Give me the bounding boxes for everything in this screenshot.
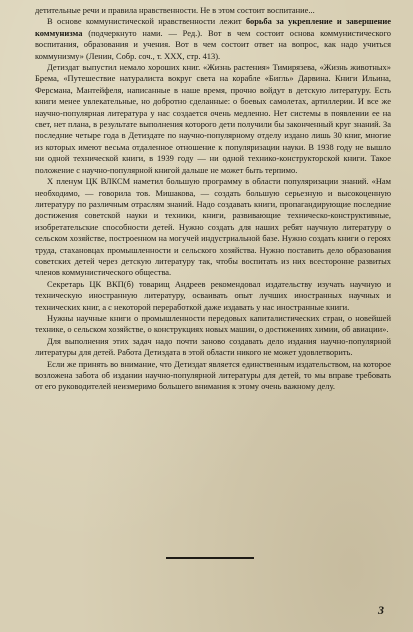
paragraph — [35, 359, 391, 393]
paragraph — [35, 313, 391, 336]
text-run: Детиздат выпустил немало хороших книг. «Жизнь растения» Тимирязева, «Жизнь животных» Брема, «Путешествие натуралиста вокруг света на корабле «Бигль» Дарвина. Книги Ильина, Ферсмана, Мантейфеля, написанные в наше время, прочно войдут в детскую литературу. Есть книги менее увлекательные, но добротно сделанные: о боевых самолетах, артиллерии. И все же научно-популярная литература у нас создается очень медленно. Нет системы в появлении ее на свет, нет плана, в результате выполнения которого дети получили бы законченный круг знаний. За последние четыре года в Детиздате по научно-популярному отделу издано лишь 30 книг, многие из которых имеют весьма отдаленное отношение к популяризации науки. В 1938 году не вышло ни одной технической книги, в 1939 году — ни одной технико-конструкторской книги. Такое положение с научно-популярной книгой дальше не может быть терпимо. — [35, 62, 391, 175]
text-run: Если же принять во внимание, что Детиздат является единственным издательством, на которое возложена забота об издании научно-популярной литературы для детей, то мы вправе требовать от его руководителей неизмеримо большего внимания к этому очень важному делу. — [35, 358, 391, 392]
paragraph — [35, 336, 391, 359]
paragraph — [35, 5, 391, 16]
section-divider — [166, 557, 254, 559]
text-run: В основе коммунистической нравственности лежит — [47, 16, 246, 27]
paragraph — [35, 279, 391, 313]
page-number: 3 — [378, 603, 384, 617]
text-run: Секретарь ЦК ВКП(б) товарищ Андреев рекомендовал издательству изучать научную и техническую иностранную литературу, осваивать опыт лучших иностранных научных и технических книг, а с некоторой переработкой даже издавать у нас иностранные книги. — [35, 278, 391, 312]
page-body-text — [35, 5, 391, 393]
paragraph — [35, 16, 391, 62]
emphasized-text: борьба за укрепление и завершение коммунизма — [35, 16, 392, 38]
text-run: Для выполнения этих задач надо почти заново создавать дело издания научно-популярной литературы для детей. Работа Детиздата в этой области никого не может удовлетворить. — [35, 335, 391, 358]
text-run: детительные речи и правила нравственности. Не в этом состоит воспитание... — [35, 5, 315, 15]
text-run: Нужны научные книги о промышленности передовых капиталистических стран, о новейшей технике, о сельском хозяйстве, о конструкциях новых машин, о достижениях химии, об авиации». — [35, 312, 391, 335]
text-run: (подчеркнуто нами. — Ред.). Вот в чем состоит основа коммунистического воспитания, образования и учения. Вот в чем состоит ответ на вопрос, как надо учиться коммунизму» (Ленин, Собр. соч., т. XXX, стр. 413). — [35, 27, 391, 61]
paragraph — [35, 176, 391, 279]
paragraph — [35, 62, 391, 176]
text-run: Х пленум ЦК ВЛКСМ наметил большую программу в области популяризации знаний. «Нам необходимо, — говорила тов. Мишакова, — создать большую серьезную и высокоценную литературу по различным отраслям знаний. Надо создавать книги, пропагандирующие последние достижения советской науки и техники, книги, развивающие техническо-конструктивные, изобретательские способности детей. Нужно создать для наших ребят научную литературу о сельском хозяйстве, построенном на могучей индустриальной базе. Нужно создать книги о героях труда, стахановцах промышленности и сельского хозяйства. Нужно поставить дело образования советских детей через детскую литературу так, чтобы воспитать из них всесторонне развитых членов коммунистического общества. — [35, 176, 391, 278]
